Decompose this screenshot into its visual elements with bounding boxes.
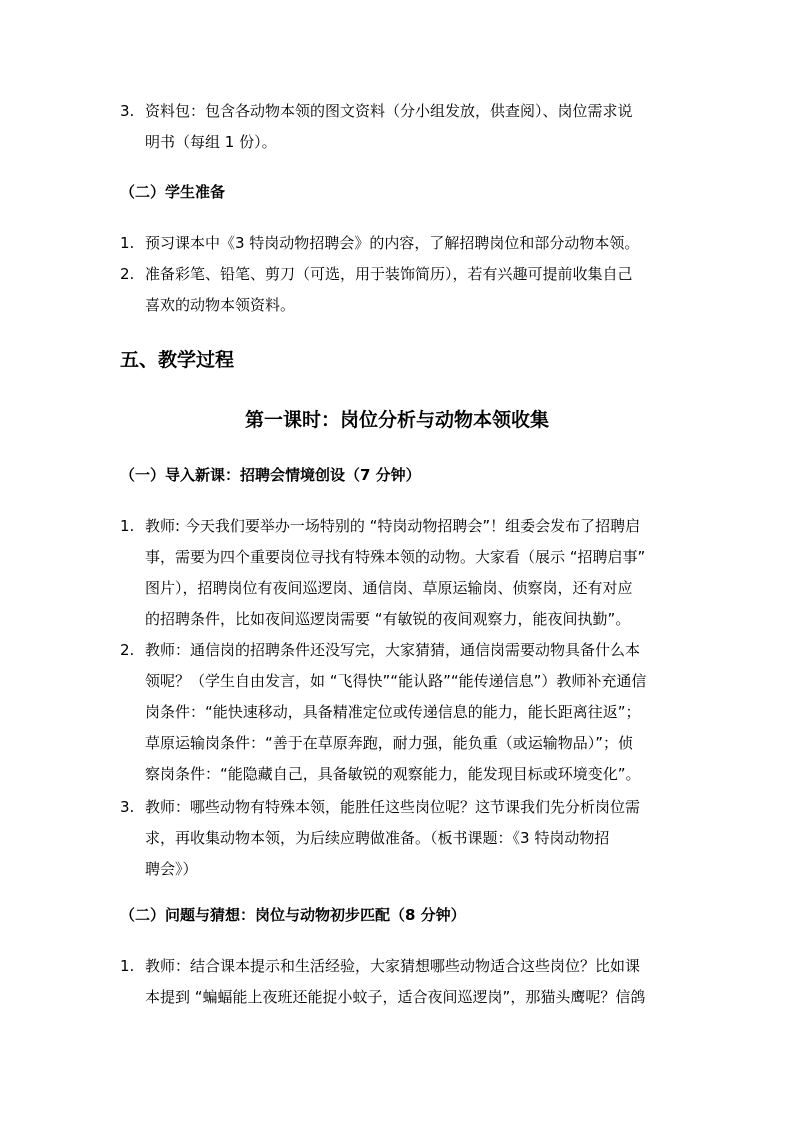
- lesson-title: 第一课时：岗位分析与动物本领收集: [244, 409, 549, 431]
- list-item: [120, 228, 680, 259]
- subsection-heading: （二）问题与猜想：岗位与动物初步匹配（8 分钟）: [120, 906, 466, 924]
- list-item: [120, 635, 680, 790]
- list-text-line: 察岗条件：“能隐藏自己，具备敏锐的观察能力，能发现目标或环境变化”。: [145, 765, 641, 783]
- list-text-line: 喜欢的动物本领资料。: [145, 296, 296, 314]
- list-text-line: 本提到 “蝙蝠能上夜班还能捉小蚊子，适合夜间巡逻岗”，那猫头鹰呢？信鸽: [145, 988, 646, 1006]
- list-text-line: 准备彩笔、铅笔、剪刀（可选，用于装饰简历），若有兴趣可提前收集自己: [145, 265, 633, 283]
- list-number: 1.: [120, 517, 135, 535]
- subsection-heading: （二）学生准备: [120, 183, 226, 201]
- list-item: [120, 96, 680, 158]
- list-item: [120, 511, 680, 635]
- list-number: 2.: [120, 641, 135, 659]
- list-number: 3.: [120, 798, 135, 816]
- list-text-line: 图片），招聘岗位有夜间巡逻岗、通信岗、草原运输岗、侦察岗，还有对应: [145, 579, 633, 597]
- list-number: 2.: [120, 265, 135, 283]
- list-text-line: 教师: 今天我们要举办一场特别的 “特岗动物招聘会”！组委会发布了招聘启: [145, 517, 641, 535]
- list-text-line: 教师：通信岗的招聘条件还没写完，大家猜猜，通信岗需要动物具备什么本: [145, 641, 641, 659]
- list-text-line: 明书（每组 1 份）。: [145, 133, 277, 151]
- list-text-line: 教师：结合课本提示和生活经验，大家猜想哪些动物适合这些岗位？比如课: [145, 957, 641, 975]
- list-number: 1.: [120, 234, 135, 252]
- list-item: [120, 792, 680, 885]
- list-text-line: 草原运输岗条件：“善于在草原奔跑，耐力强，能负重（或运输物品）”；侦: [145, 734, 634, 752]
- subsection-heading: （一）导入新课：招聘会情境创设（7 分钟）: [120, 466, 421, 484]
- list-text-line: 事，需要为四个重要岗位寻找有特殊本领的动物。大家看（展示 “招聘启事”: [145, 548, 646, 566]
- section-heading: 五、教学过程: [120, 349, 235, 371]
- list-number: 3.: [120, 102, 135, 120]
- list-text-line: 预习课本中《3 特岗动物招聘会》的内容，了解招聘岗位和部分动物本领。: [145, 234, 640, 252]
- list-number: 1.: [120, 957, 135, 975]
- list-text-line: 教师：哪些动物有特殊本领，能胜任这些岗位呢？这节课我们先分析岗位需: [145, 798, 641, 816]
- list-text-line: 聘会》）: [145, 860, 198, 878]
- list-text-line: 资料包：包含各动物本领的图文资料（分小组发放，供查阅）、岗位需求说: [145, 102, 633, 120]
- list-text-line: 领呢？（学生自由发言，如 “飞得快”“能认路”“能传递信息”）教师补充通信: [145, 672, 647, 690]
- list-item: [120, 259, 680, 321]
- list-text-line: 求，再收集动物本领，为后续应聘做准备。（板书课题：《3 特岗动物招: [145, 829, 610, 847]
- list-text-line: 岗条件：“能快速移动，具备精准定位或传递信息的能力，能长距离往返”；: [145, 703, 641, 721]
- list-item: [120, 951, 680, 1013]
- list-text-line: 的招聘条件，比如夜间巡逻岗需要 “有敏锐的夜间观察力，能夜间执勤”。: [145, 610, 631, 628]
